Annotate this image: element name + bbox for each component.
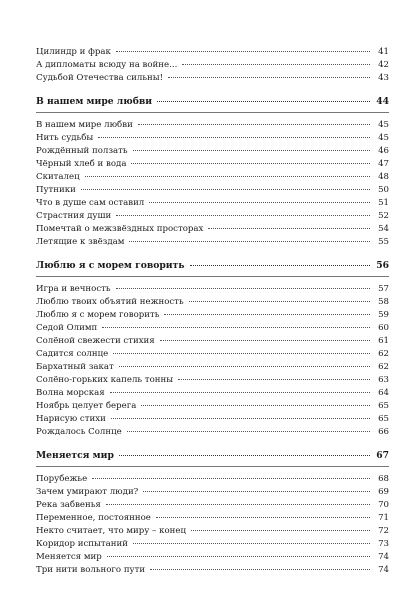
dot-leader	[119, 455, 370, 456]
toc-entry-title: Скиталец	[36, 172, 80, 182]
toc-entry	[36, 400, 389, 413]
toc-entry-page: 48	[378, 172, 389, 182]
toc-entry-page: 62	[378, 362, 389, 372]
toc-entry-page: 74	[378, 552, 389, 562]
toc-entry-page: 46	[378, 146, 389, 156]
dot-leader	[116, 215, 370, 216]
toc-entry	[36, 551, 389, 564]
toc-entry-page: 41	[378, 47, 389, 57]
section-heading	[36, 258, 389, 274]
toc-entry-title: Нить судьбы	[36, 133, 94, 143]
toc-entry-page: 65	[378, 401, 389, 411]
toc-entry	[36, 473, 389, 486]
section-page: 67	[376, 450, 389, 461]
toc-entry-page: 61	[378, 336, 389, 346]
toc-entry	[36, 538, 389, 551]
toc-entry-page: 60	[378, 323, 389, 333]
table-of-contents	[36, 46, 389, 586]
toc-entry-title: Порубежье	[36, 474, 88, 484]
toc-entry-title: Чёрный хлеб и вода	[36, 159, 127, 169]
toc-entry	[36, 361, 389, 374]
dot-leader	[141, 405, 370, 406]
toc-entry	[36, 145, 389, 158]
toc-entry-title: Помечтай о межзвёздных просторах	[36, 224, 204, 234]
toc-entry	[36, 184, 389, 197]
section-divider	[36, 276, 389, 277]
toc-entry	[36, 525, 389, 538]
toc-entry	[36, 512, 389, 525]
toc-entry-page: 45	[378, 133, 389, 143]
toc-entry-title: Три нити вольного пути	[36, 565, 146, 575]
toc-entry	[36, 564, 389, 577]
dot-leader	[106, 504, 370, 505]
toc-entry-title: Страстния души	[36, 211, 112, 221]
toc-entry-page: 64	[378, 388, 389, 398]
dot-leader	[113, 353, 370, 354]
toc-entry-page: 70	[378, 500, 389, 510]
section-page: 56	[376, 260, 389, 271]
toc-entry-page: 47	[378, 159, 389, 169]
toc-entry-page: 65	[378, 414, 389, 424]
dot-leader	[133, 543, 370, 544]
toc-group	[36, 46, 389, 85]
toc-entry-title: Рождённый ползать	[36, 146, 128, 156]
dot-leader	[189, 301, 370, 302]
toc-entry-title: Нарисую стихи	[36, 414, 106, 424]
toc-entry-page: 74	[378, 565, 389, 575]
dot-leader	[102, 327, 370, 328]
toc-entry	[36, 119, 389, 132]
toc-entry-title: Что в душе сам оставил	[36, 198, 145, 208]
dot-leader	[116, 51, 370, 52]
dot-leader	[129, 241, 370, 242]
dot-leader	[111, 418, 370, 419]
dot-leader	[182, 64, 370, 65]
toc-entry	[36, 309, 389, 322]
toc-entry	[36, 322, 389, 335]
dot-leader	[127, 431, 370, 432]
dot-leader	[190, 265, 370, 266]
toc-entry-title: Коридор испытаний	[36, 539, 128, 549]
toc-entry-title: Путники	[36, 185, 76, 195]
dot-leader	[150, 569, 370, 570]
toc-entry-page: 66	[378, 427, 389, 437]
toc-entry	[36, 46, 389, 59]
toc-entry-title: Ноябрь целует берега	[36, 401, 137, 411]
toc-entry-title: Волна морская	[36, 388, 105, 398]
toc-entry-title: Люблю твоих объятий нежность	[36, 297, 184, 307]
toc-entry-title: Игра и вечность	[36, 284, 111, 294]
toc-entry-title: В нашем мире любви	[36, 120, 133, 130]
toc-entry-page: 63	[378, 375, 389, 385]
toc-entry-title: Люблю я с морем говорить	[36, 310, 160, 320]
toc-entry-page: 72	[378, 526, 389, 536]
toc-entry-title: Некто считает, что миру – конец	[36, 526, 186, 536]
toc-entry-title: Цилиндр и фрак	[36, 47, 111, 57]
toc-entry-title: Меняется мир	[36, 552, 102, 562]
toc-entry	[36, 72, 389, 85]
toc-entry-title: Садится солнце	[36, 349, 109, 359]
dot-leader	[156, 517, 370, 518]
dot-leader	[149, 202, 370, 203]
section-heading	[36, 94, 389, 110]
dot-leader	[92, 478, 370, 479]
toc-entry-title: Седой Олимп	[36, 323, 98, 333]
toc-entry-title: Солёно-горьких капель тонны	[36, 375, 174, 385]
toc-entry	[36, 132, 389, 145]
toc-entry	[36, 236, 389, 249]
toc-entry-title: Переменное, постоянное	[36, 513, 151, 523]
toc-group	[36, 94, 389, 249]
dot-leader	[81, 189, 370, 190]
dot-leader	[119, 366, 370, 367]
toc-entry	[36, 387, 389, 400]
toc-entry-page: 58	[378, 297, 389, 307]
toc-entry	[36, 413, 389, 426]
dot-leader	[143, 491, 370, 492]
dot-leader	[98, 137, 370, 138]
toc-entry	[36, 59, 389, 72]
dot-leader	[107, 556, 370, 557]
toc-entry-title: Река забвенья	[36, 500, 101, 510]
dot-leader	[131, 163, 370, 164]
toc-entry-page: 57	[378, 284, 389, 294]
toc-entry-page: 59	[378, 310, 389, 320]
section-title: Меняется мир	[36, 450, 114, 461]
toc-entry-page: 73	[378, 539, 389, 549]
toc-entry-title: Солёной свежести стихия	[36, 336, 155, 346]
section-title: Люблю я с морем говорить	[36, 260, 185, 271]
dot-leader	[133, 150, 370, 151]
section-divider	[36, 466, 389, 467]
dot-leader	[168, 77, 370, 78]
toc-entry-title: Рождалось Солнце	[36, 427, 122, 437]
toc-entry	[36, 158, 389, 171]
toc-entry	[36, 296, 389, 309]
toc-entry-page: 51	[378, 198, 389, 208]
toc-entry-page: 42	[378, 60, 389, 70]
toc-entry-page: 71	[378, 513, 389, 523]
dot-leader	[116, 288, 370, 289]
toc-entry-title: Судьбой Отечества сильны!	[36, 73, 164, 83]
toc-entry	[36, 335, 389, 348]
toc-entry	[36, 374, 389, 387]
toc-entry-page: 69	[378, 487, 389, 497]
toc-entry-page: 50	[378, 185, 389, 195]
dot-leader	[191, 530, 370, 531]
toc-entry-page: 45	[378, 120, 389, 130]
toc-entry	[36, 197, 389, 210]
toc-entry-title: Летящие к звёздам	[36, 237, 125, 247]
dot-leader	[178, 379, 370, 380]
dot-leader	[110, 392, 370, 393]
toc-entry	[36, 426, 389, 439]
toc-entry	[36, 348, 389, 361]
dot-leader	[157, 101, 370, 102]
dot-leader	[138, 124, 370, 125]
toc-entry-title: А дипломаты всюду на войне...	[36, 60, 178, 70]
toc-entry-page: 43	[378, 73, 389, 83]
toc-entry-page: 68	[378, 474, 389, 484]
toc-entry-page: 54	[378, 224, 389, 234]
toc-entry	[36, 499, 389, 512]
section-title: В нашем мире любви	[36, 96, 153, 107]
toc-entry	[36, 486, 389, 499]
toc-entry	[36, 283, 389, 296]
dot-leader	[208, 228, 370, 229]
dot-leader	[164, 314, 370, 315]
toc-entry-page: 55	[378, 237, 389, 247]
toc-entry-title: Зачем умирают люди?	[36, 487, 139, 497]
section-page: 44	[376, 96, 389, 107]
dot-leader	[160, 340, 370, 341]
toc-entry	[36, 171, 389, 184]
section-divider	[36, 112, 389, 113]
toc-entry-title: Бархатный закат	[36, 362, 114, 372]
section-heading	[36, 448, 389, 464]
toc-entry	[36, 223, 389, 236]
toc-entry	[36, 210, 389, 223]
toc-entry-page: 62	[378, 349, 389, 359]
toc-group	[36, 258, 389, 439]
toc-entry-page: 52	[378, 211, 389, 221]
dot-leader	[85, 176, 370, 177]
toc-group	[36, 448, 389, 577]
